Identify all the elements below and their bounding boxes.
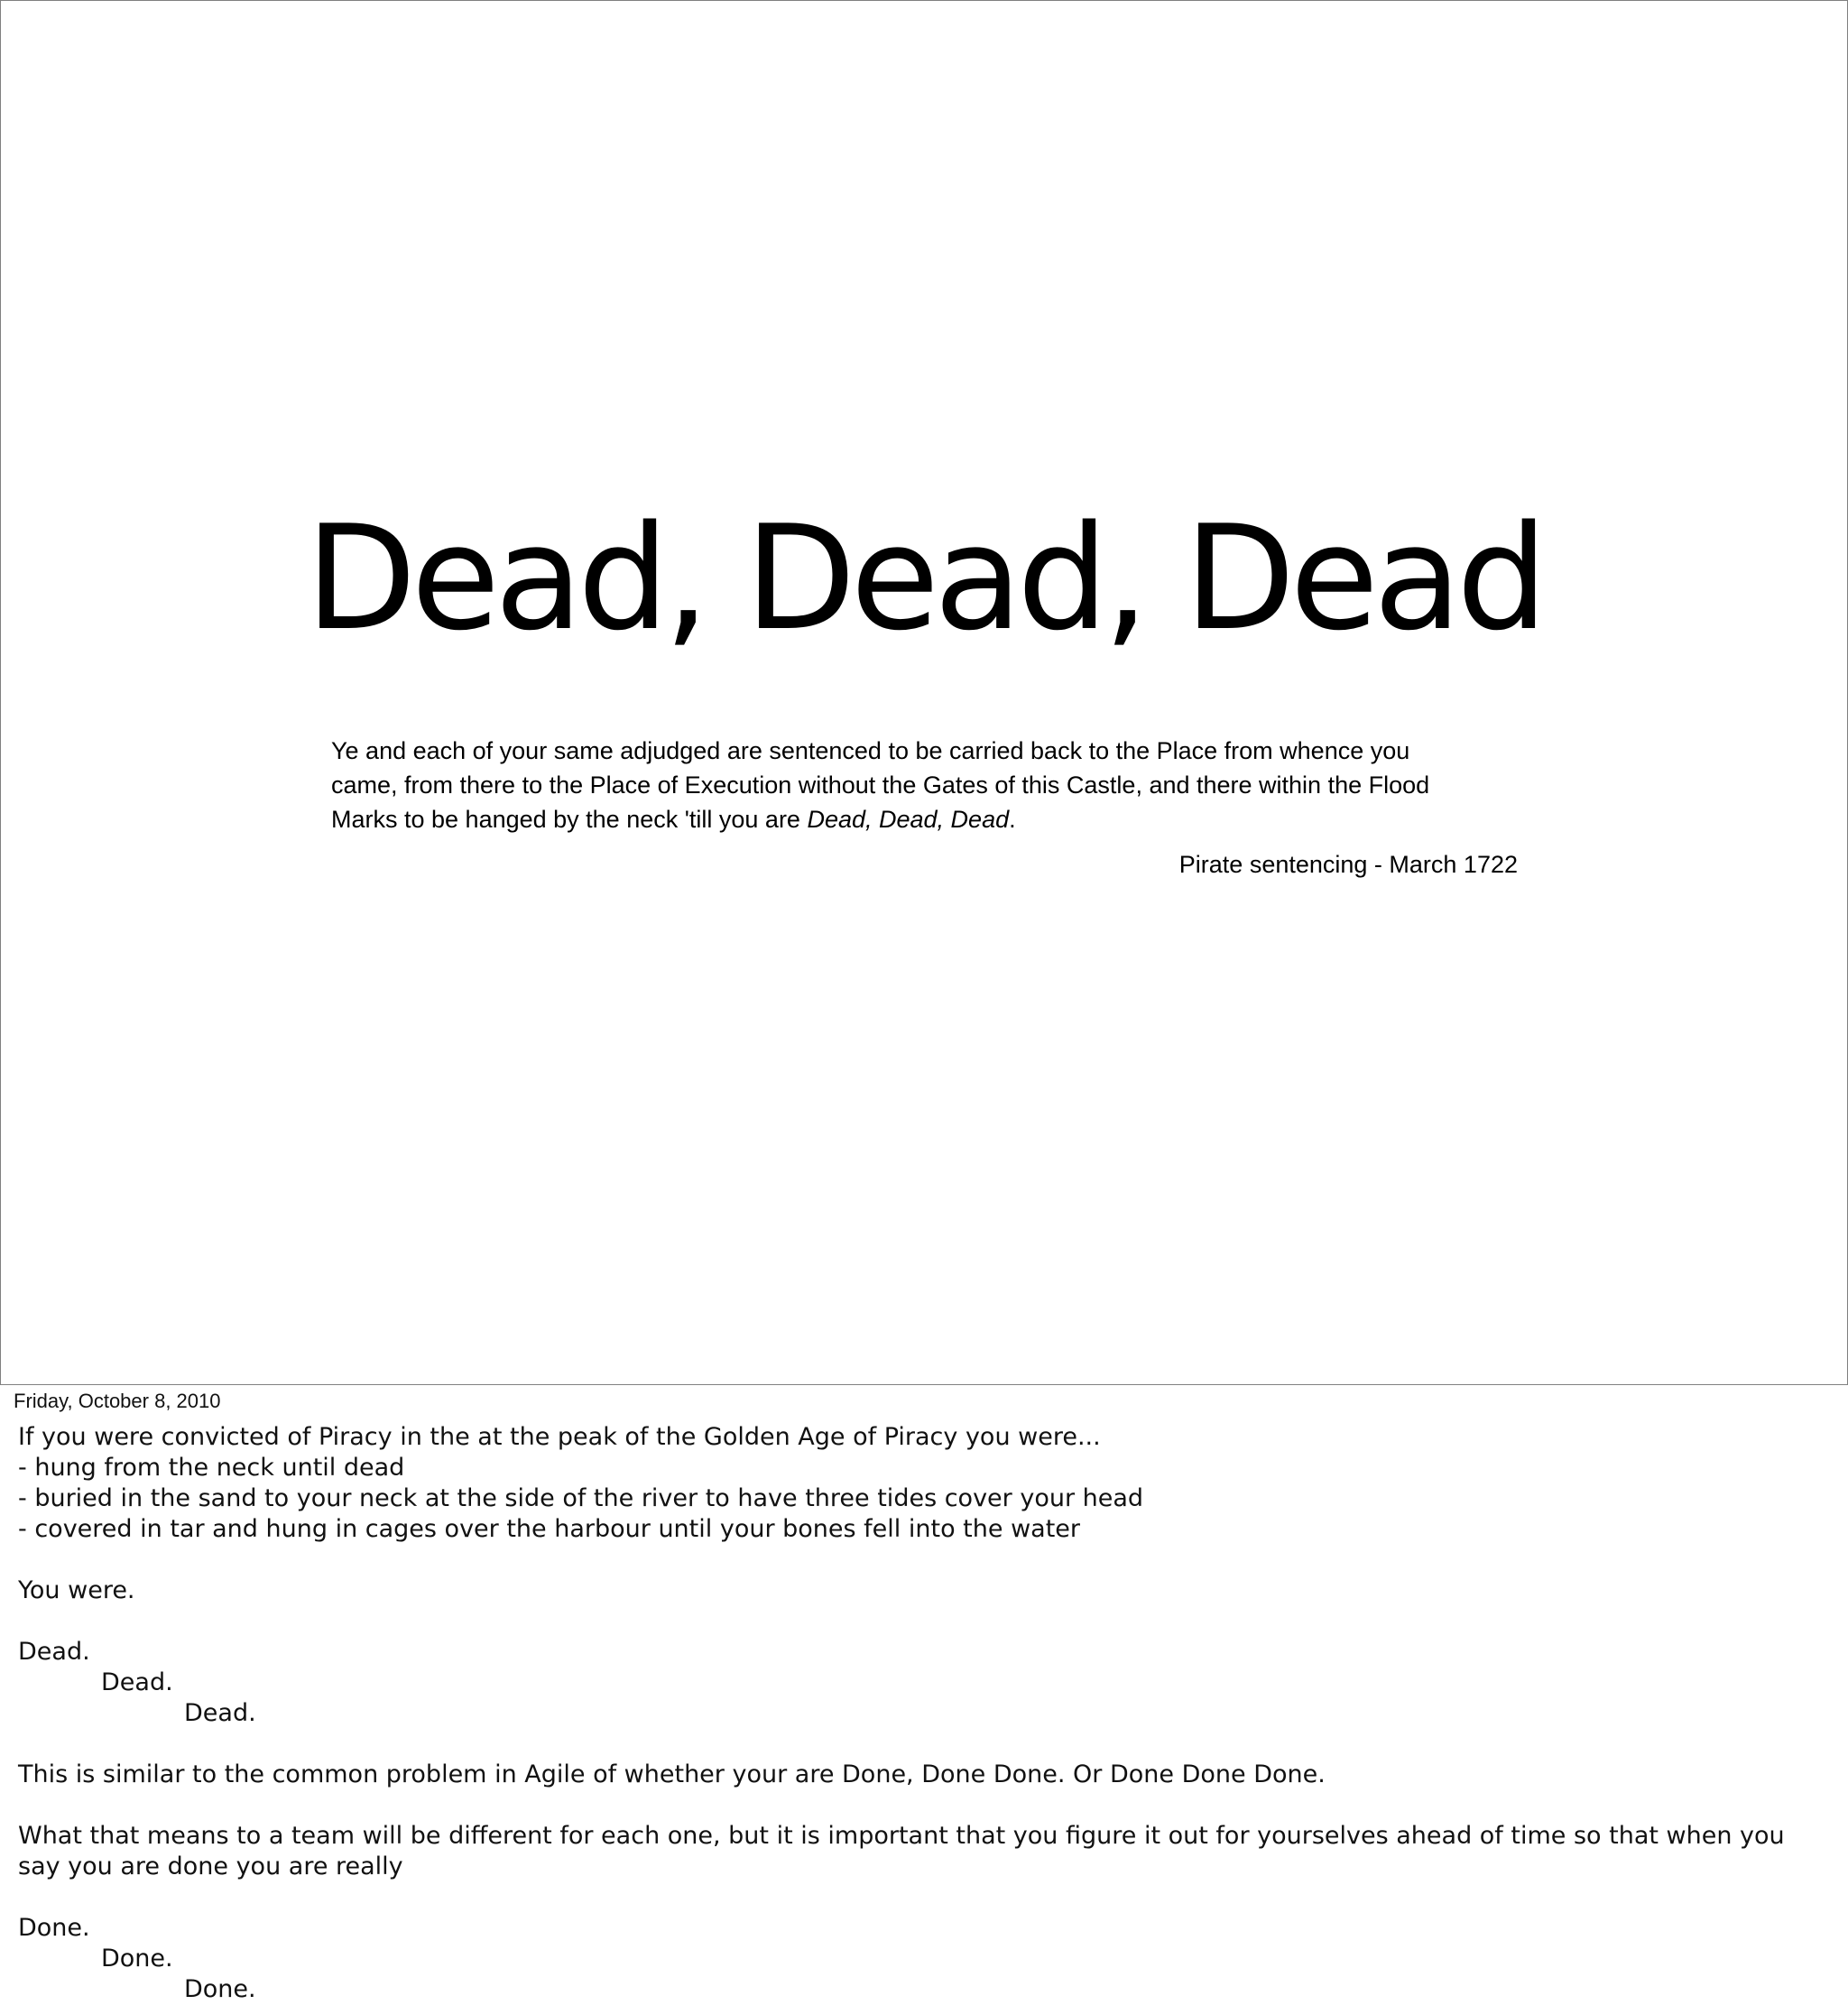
notes-spacer [18, 1606, 1823, 1637]
notes-meaning: What that means to a team will be different for each one, but it is important that you figure it out for yourselves ahead of time so that when you say you are done you are really [18, 1822, 1785, 1880]
quote-line-3-prefix: Marks to be hanged by the neck 'till you are [331, 806, 808, 833]
sentencing-quote [331, 734, 1531, 836]
quote-emphasis: Dead, Dead, Dead [807, 806, 1010, 833]
notes-done-3: Done. [184, 1975, 256, 2003]
quote-attribution: Pirate sentencing - March 1722 [1178, 851, 1518, 878]
notes-done-1: Done. [18, 1914, 90, 1942]
notes-spacer [18, 1545, 1823, 1575]
notes-bullet: - buried in the sand to your neck at the side of the river to have three tides cover your head [18, 1484, 1144, 1512]
quote-line-3-suffix: . [1009, 806, 1016, 833]
notes-intro: If you were convicted of Piracy in the at the peak of the Golden Age of Piracy you were... [18, 1423, 1101, 1451]
notes-dead-3: Dead. [184, 1699, 256, 1727]
quote-line-3 [331, 802, 1531, 836]
quote-line-1: Ye and each of your same adjudged are sentenced to be carried back to the Place from whence you [331, 737, 1410, 764]
date-label: Friday, October 8, 2010 [14, 1390, 221, 1412]
notes-spacer [18, 1729, 1823, 1760]
notes-bullet: - hung from the neck until dead [18, 1454, 405, 1482]
notes-dead-1: Dead. [18, 1638, 90, 1666]
slide-title: Dead, Dead, Dead [305, 494, 1543, 662]
notes-spacer [18, 1882, 1823, 1913]
notes-done-2: Done. [101, 1945, 173, 1973]
speaker-notes [18, 1422, 1823, 2005]
notes-dead-2: Dead. [101, 1668, 173, 1696]
notes-you-were: You were. [18, 1576, 135, 1604]
notes-agile: This is similar to the common problem in Agile of whether your are Done, Done Done. Or Done Done Done. [18, 1760, 1326, 1788]
notes-spacer [18, 1790, 1823, 1821]
notes-bullet: - covered in tar and hung in cages over the harbour until your bones fell into the water [18, 1515, 1080, 1543]
quote-line-2: came, from there to the Place of Execution without the Gates of this Castle, and there within the Flood [331, 772, 1430, 799]
